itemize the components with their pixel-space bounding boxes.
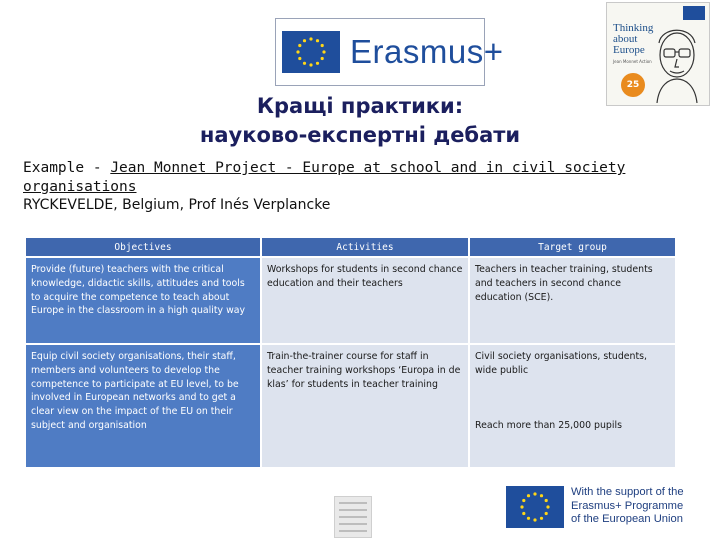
header-target-group: Target group [469, 237, 676, 257]
portrait-sketch-icon [647, 21, 707, 103]
project-location: RYCKEVELDE, Belgium, Prof Inés Verplancke [23, 197, 331, 213]
support-line-1: With the support of the [571, 486, 684, 498]
erasmus-wordmark: Erasmus+ [350, 33, 504, 70]
objective-cell: Provide (future) teachers with the critical knowledge, didactic skills, attitudes and tools to acquire the competence to teach about Europe in the classroom in a high quality way [25, 257, 261, 344]
eu-flag-icon [683, 6, 705, 20]
project-name: Jean Monnet Project - Europe at school and in civil society [110, 160, 626, 176]
eu-flag-icon [282, 31, 340, 73]
practices-table [24, 236, 677, 469]
book-title: Thinking about Europe [613, 22, 654, 56]
activity-cell: Train-the-trainer course for staff in teacher training workshops ‘Europa in de klas’ for students in teacher training [261, 344, 469, 468]
eu-flag-icon [506, 486, 564, 528]
anniversary-badge: 25 [621, 73, 645, 97]
example-prefix: Example - [23, 160, 111, 176]
target-reach-note: Reach more than 25,000 pupils [475, 419, 622, 431]
project-line [23, 159, 703, 178]
table-header-row [25, 237, 676, 257]
book-cover-image [606, 2, 710, 106]
target-cell: Teachers in teacher training, students and teachers in second chance education (SCE). [469, 257, 676, 344]
project-name-continued: organisations [23, 178, 137, 195]
erasmus-logo [275, 18, 504, 86]
support-line-2: Erasmus+ Programme [571, 499, 684, 512]
project-line-2 [23, 178, 703, 197]
activity-cell: Workshops for students in second chance education and their teachers [261, 257, 469, 344]
small-document-thumbnail [334, 496, 372, 538]
target-text: Civil society organisations, students, wide public [475, 351, 648, 376]
header-activities: Activities [261, 237, 469, 257]
project-intro [23, 159, 703, 215]
page-title [0, 92, 720, 150]
eu-support-logo [506, 486, 706, 530]
objective-cell: Equip civil society organisations, their staff, members and volunteers to develop the competence to participate at EU level, to be involved in European networks and to get a clear view on the impact of the EU on their subject and organisation [25, 344, 261, 468]
table-row [25, 344, 676, 468]
book-subtitle: Jean Monnet Action [613, 59, 652, 64]
title-line-1: Кращі практики: [256, 94, 464, 118]
table-row [25, 257, 676, 344]
support-line-3: of the European Union [571, 513, 683, 525]
title-line-2: науково-експертні дебати [199, 123, 521, 147]
target-cell [469, 344, 676, 468]
support-text [571, 486, 684, 527]
header-objectives: Objectives [25, 237, 261, 257]
